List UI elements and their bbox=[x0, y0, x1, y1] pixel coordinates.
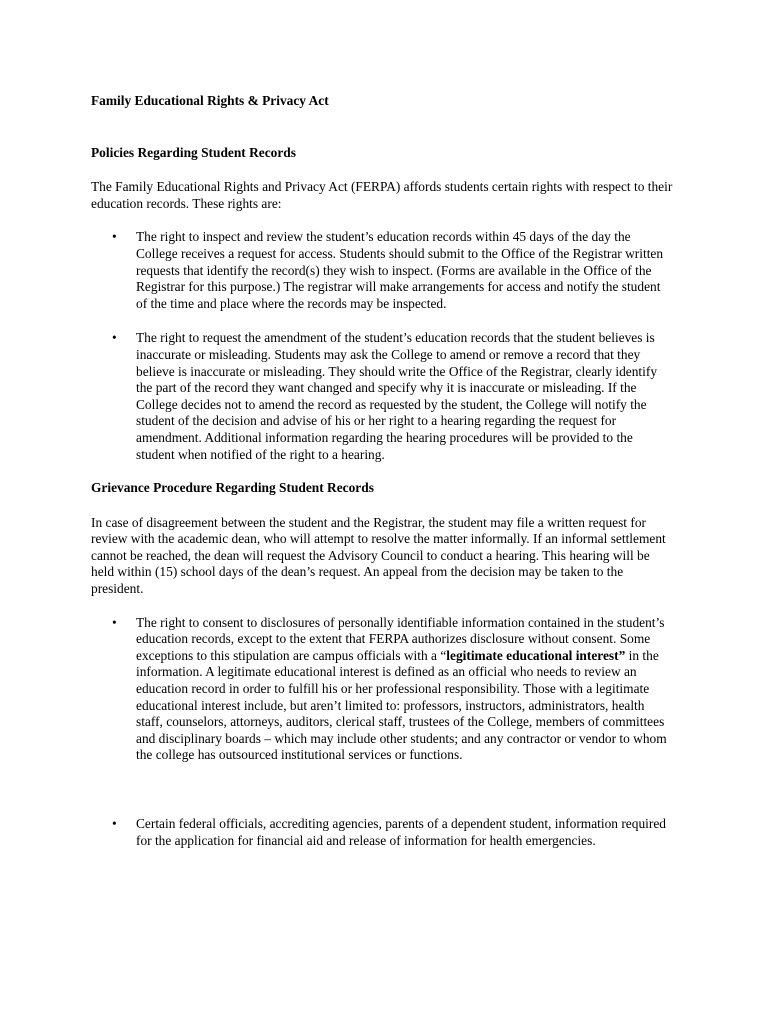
policies-heading: Policies Regarding Student Records bbox=[91, 144, 296, 160]
right-inspect-text: The right to inspect and review the student’s education records within 45 days of the day the College receives a request for access. Students should submit to the Office of the Registrar written requests that identify the record(s) they wish to inspect. (Forms are available in the Office of the Registrar for this purpose.) The registrar will make arrangements for access and notify the student of the time and place where the records may be inspected. bbox=[136, 229, 664, 311]
bullet-icon: • bbox=[112, 816, 117, 831]
rights-list bbox=[91, 229, 674, 463]
disclosure-list bbox=[91, 615, 674, 850]
bullet-icon: • bbox=[112, 229, 117, 245]
list-item bbox=[91, 330, 674, 463]
disclosure-text-after: in the information. A legitimate educational interest is defined as an official who needs to review an education record in order to fulfill his or her professional responsibility. Those with a legitimate educational interest include, but aren’t limited to: professors, instructors, administrators, health staff, counselors, attorneys, auditors, clerical staff, trustees of the College, members of committees and disciplinary boards – which may include other students; and any contractor or vendor to whom the college has outsourced institutional services or functions. bbox=[136, 647, 667, 763]
grievance-heading: Grievance Procedure Regarding Student Records bbox=[91, 480, 374, 496]
intro-paragraph: The Family Educational Rights and Privacy Act (FERPA) affords students certain rights with respect to their education records. These rights are: bbox=[91, 179, 673, 211]
disclosure-text-before: The right to consent to disclosures of personally identifiable information contained in the student’s education records, except to the extent that FERPA authorizes disclosure without consent. Some exceptions to this stipulation are campus officials with a “ bbox=[136, 614, 665, 663]
list-item bbox=[91, 615, 674, 764]
right-amend-text: The right to request the amendment of the student’s education records that the student believes is inaccurate or misleading. Students may ask the College to amend or remove a record that they believe is inaccurate or misleading. They should write the Office of the Registrar, clearly identify the part of the record they want changed and specify why it is inaccurate or misleading. If the College decides not to amend the record as requested by the student, the College will notify the student of the decision and advise of his or her right to a hearing regarding the request for amendment. Additional information regarding the hearing procedures will be provided to the student when notified of the right to a hearing. bbox=[136, 330, 658, 462]
document-title: Family Educational Rights & Privacy Act bbox=[91, 93, 329, 108]
bullet-icon: • bbox=[112, 614, 117, 630]
list-item bbox=[91, 816, 674, 849]
federal-officials-text: Certain federal officials, accrediting agencies, parents of a dependent student, information required for the application for financial aid and release of information for health emergencies. bbox=[136, 816, 666, 848]
bullet-icon: • bbox=[112, 330, 117, 346]
legitimate-interest-term: legitimate educational interest” bbox=[446, 647, 626, 663]
grievance-paragraph: In case of disagreement between the student and the Registrar, the student may file a written request for review with the academic dean, who will attempt to resolve the matter informally. If an informal settlement cannot be reached, the dean will request the Advisory Council to conduct a hearing. This hearing will be held within (15) school days of the dean’s request. An appeal from the decision may be taken to the president. bbox=[91, 514, 666, 597]
list-item bbox=[91, 229, 674, 312]
